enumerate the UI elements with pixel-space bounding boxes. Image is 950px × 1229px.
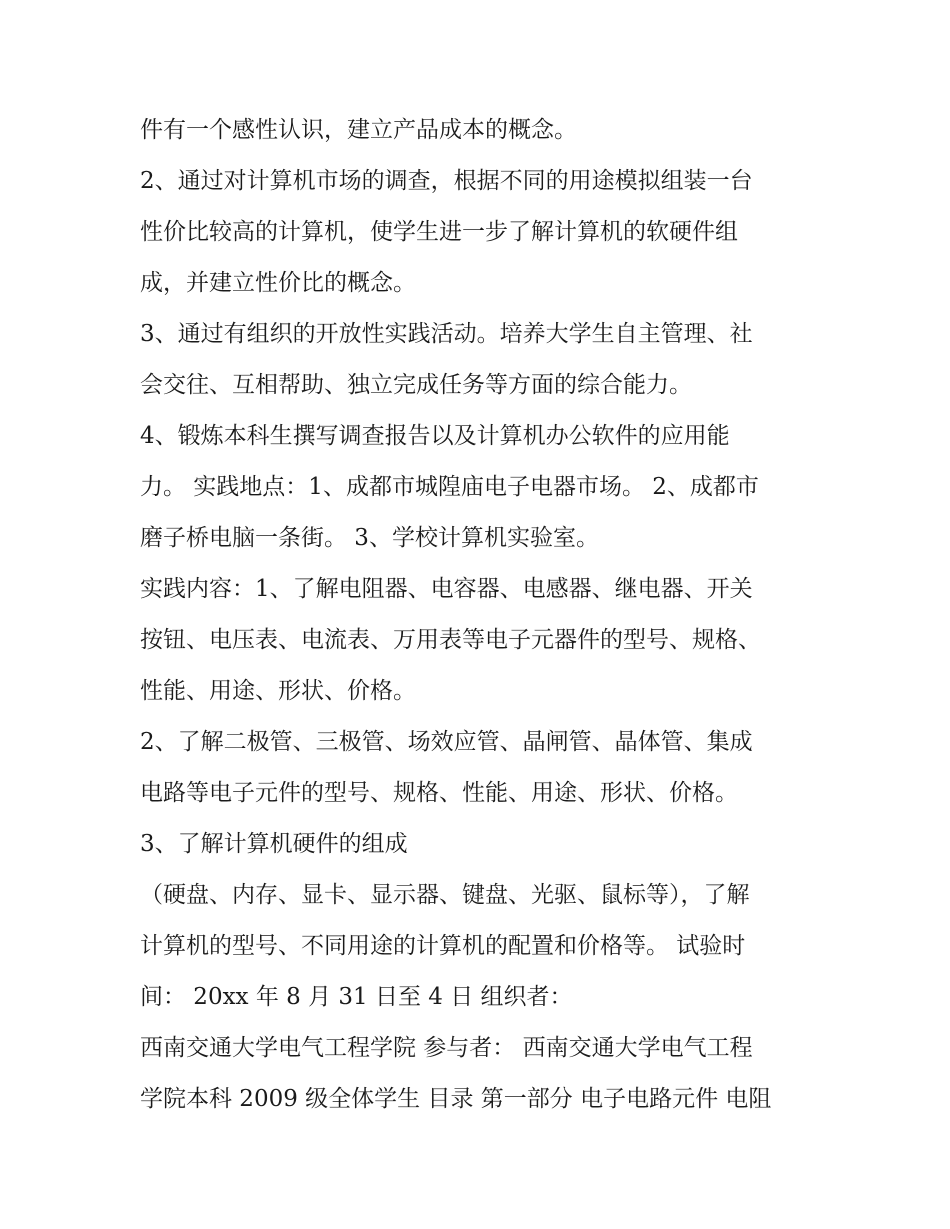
text-line: 会交往、互相帮助、独立完成任务等方面的综合能力。 (140, 372, 692, 398)
text-line: 2、了解二极管、三极管、场效应管、晶闸管、晶体管、集成 (140, 729, 753, 755)
text-line: 性价比较高的计算机，使学生进一步了解计算机的软硬件组 (140, 219, 738, 245)
text-line: 2、通过对计算机市场的调查，根据不同的用途模拟组装一台 (140, 168, 753, 194)
text-line: 西南交通大学电气工程学院 参与者： 西南交通大学电气工程 (140, 1035, 753, 1061)
text-line: 学院本科 2009 级全体学生 目录 第一部分 电子电路元件 电阻 (140, 1086, 772, 1112)
text-line: 4、锻炼本科生撰写调查报告以及计算机办公软件的应用能 (140, 423, 730, 449)
text-line: 按钮、电压表、电流表、万用表等电子元器件的型号、规格、 (140, 627, 761, 653)
text-line: 件有一个感性认识，建立产品成本的概念。 (140, 117, 577, 143)
text-line: 性能、用途、形状、价格。 (140, 678, 416, 704)
text-line: 3、了解计算机硬件的组成 (140, 831, 408, 857)
text-line: 力。 实践地点：1、成都市城隍庙电子电器市场。 2、成都市 (140, 474, 759, 500)
text-line: 电路等电子元件的型号、规格、性能、用途、形状、价格。 (140, 780, 738, 806)
text-line: 磨子桥电脑一条街。 3、学校计算机实验室。 (140, 525, 599, 551)
text-line: 实践内容：1、了解电阻器、电容器、电感器、继电器、开关 (140, 576, 753, 602)
text-line: 计算机的型号、不同用途的计算机的配置和价格等。 试验时 (140, 933, 746, 959)
text-line: （硬盘、内存、显卡、显示器、键盘、光驱、鼠标等），了解 (140, 882, 750, 908)
text-line: 间： 20xx 年 8 月 31 日至 4 日 组织者： (140, 984, 573, 1010)
text-line: 成，并建立性价比的概念。 (140, 270, 416, 296)
text-line: 3、通过有组织的开放性实践活动。培养大学生自主管理、社 (140, 321, 753, 347)
